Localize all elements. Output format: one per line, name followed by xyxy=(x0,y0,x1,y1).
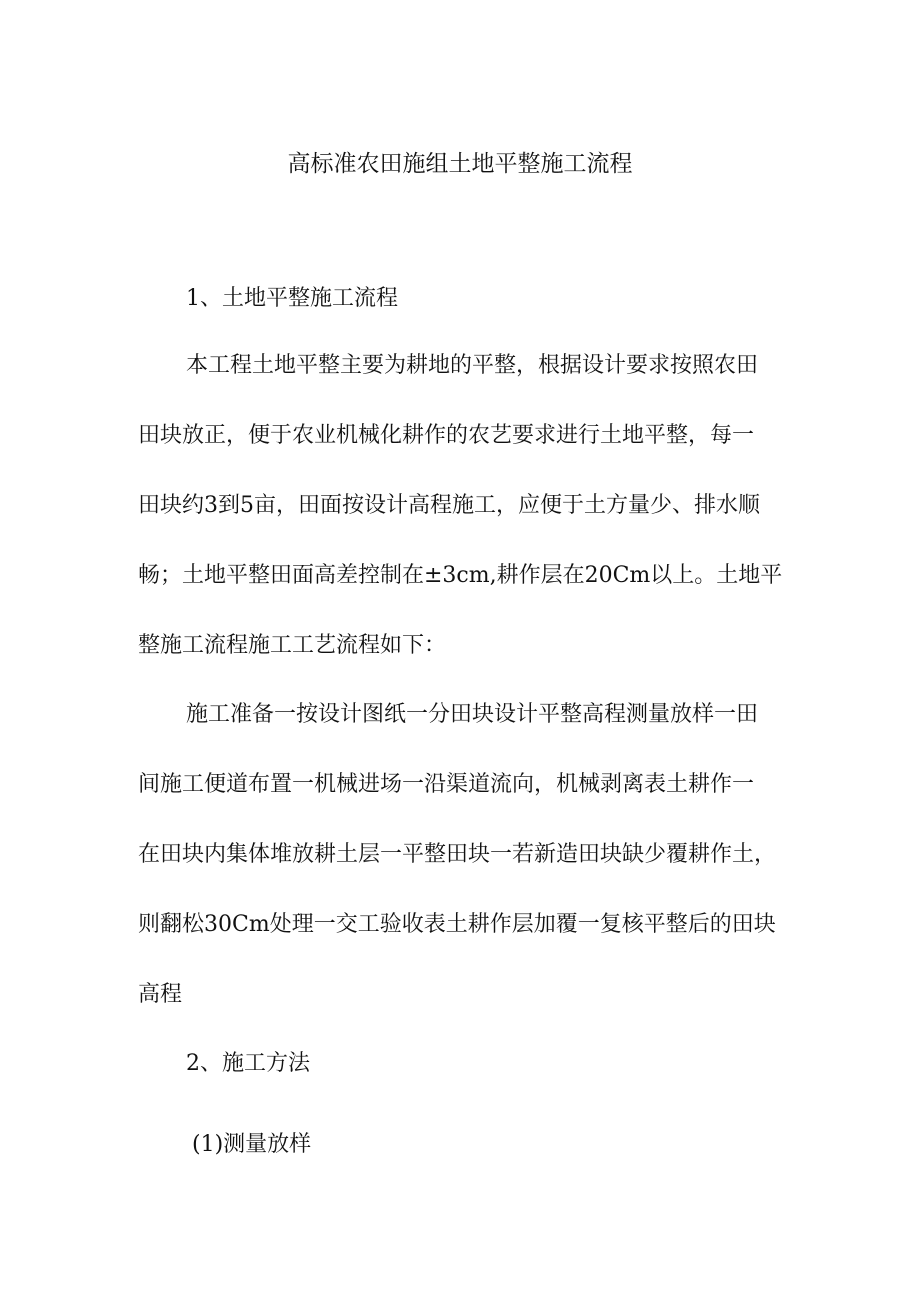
paragraph-2-line-3: 在田块内集体堆放耕土层一平整田块一若新造田块缺少覆耕作土， xyxy=(138,842,777,867)
paragraph-1-line-5: 整施工流程施工工艺流程如下： xyxy=(138,633,447,658)
section-2-heading: 2、施工方法 xyxy=(186,1051,310,1076)
paragraph-1 xyxy=(138,348,798,698)
document-title: 高标准农田施组土地平整施工流程 xyxy=(287,151,633,177)
paragraph-1-line-1: 本工程土地平整主要为耕地的平整，根据设计要求按照农田 xyxy=(186,353,759,378)
paragraph-1-line-3: 田块约3到5亩，田面按设计高程施工，应便于土方量少、排水顺 xyxy=(138,493,760,518)
paragraph-2 xyxy=(138,697,798,1047)
subsection-1-heading: (1)测量放样 xyxy=(192,1132,312,1157)
paragraph-2-line-1: 施工准备一按设计图纸一分田块设计平整高程测量放样一田 xyxy=(186,702,759,727)
paragraph-2-line-2: 间施工便道布置一机械进场一沿渠道流向，机械剥离表土耕作一 xyxy=(138,772,755,797)
paragraph-2-line-4: 则翻松30Cm处理一交工验收表土耕作层加覆一复核平整后的田块 xyxy=(138,912,776,937)
section-1-heading: 1、土地平整施工流程 xyxy=(186,286,398,311)
paragraph-1-line-2: 田块放正，便于农业机械化耕作的农艺要求进行土地平整，每一 xyxy=(138,423,755,448)
paragraph-2-line-5: 高程 xyxy=(138,982,183,1007)
paragraph-1-line-4: 畅；土地平整田面高差控制在±3cm,耕作层在20Cm以上。土地平 xyxy=(138,563,783,588)
